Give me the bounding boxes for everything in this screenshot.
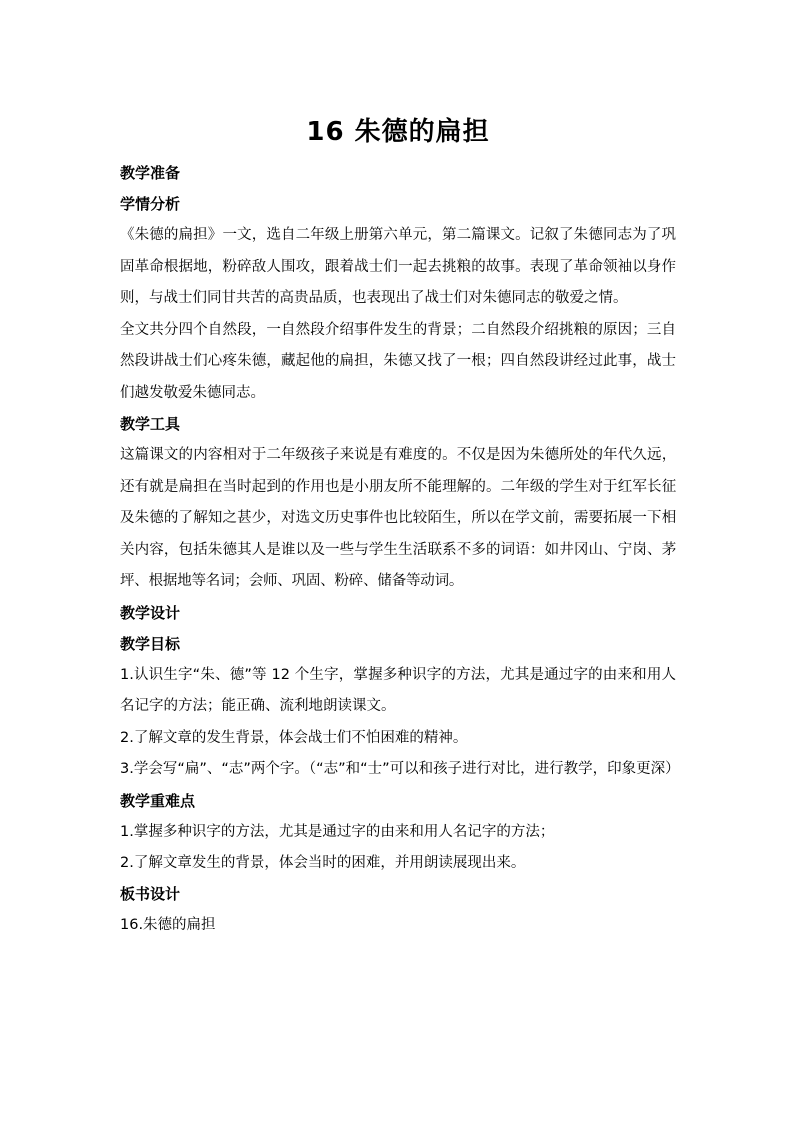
heading-teaching-prep: 教学准备: [120, 164, 181, 182]
key-item-1: 1.掌握多种识字的方法，尤其是通过字的由来和用人名记字的方法；: [120, 823, 555, 840]
goal-item-1: 1.认识生字“朱、德”等 12 个生字，掌握多种识字的方法，尤其是通过字的由来和用人名记字的方法；能正确、流利地朗读课文。: [120, 666, 676, 714]
heading-teaching-design: 教学设计: [120, 603, 181, 622]
heading-key-difficulties: 教学重难点: [120, 791, 196, 810]
page-title: 16 朱德的扁担: [306, 117, 490, 147]
paragraph-analysis-2: 全文共分四个自然段，一自然段介绍事件发生的背景；二自然段介绍挑粮的原因；三自然段讲战士们心疼朱德，藏起他的扁担，朱德又找了一根；四自然段讲经过此事，战士们越发敬爱朱德同志。: [120, 321, 676, 401]
key-item-2: 2.了解文章发生的背景，体会当时的困难，并用朗读展现出来。: [120, 854, 526, 871]
goal-item-2: 2.了解文章的发生背景，体会战士们不怕困难的精神。: [120, 729, 468, 746]
heading-learning-analysis: 学情分析: [120, 195, 181, 213]
paragraph-tools: 这篇课文的内容相对于二年级孩子来说是有难度的。不仅是因为朱德所处的年代久远，还有就是扁担在当时起到的作用也是小朋友所不能理解的。二年级的学生对于红军长征及朱德的了解知之甚少，对选文历史事件也比较陌生，所以在学文前，需要拓展一下相关内容，包括朱德其人是谁以及一些与学生生活联系不多的词语：如井冈山、宁岗、茅坪、根据地等名词；会师、巩固、粉碎、储备等动词。: [120, 447, 676, 589]
heading-teaching-tools: 教学工具: [120, 415, 181, 433]
document-body: [120, 158, 680, 941]
goal-item-3: 3.学会写“扁”、“志”两个字。（“志”和“士”可以和孩子进行对比，进行教学，印象更深）: [120, 761, 680, 777]
heading-teaching-goals: 教学目标: [120, 634, 181, 653]
board-design-line: 16.朱德的扁担: [120, 916, 216, 933]
paragraph-analysis-1: 《朱德的扁担》一文，选自二年级上册第六单元，第二篇课文。记叙了朱德同志为了巩固革命根据地，粉碎敌人围攻，跟着战士们一起去挑粮的故事。表现了革命领袖以身作则，与战士们同甘共苦的高贵品质，也表现出了战士们对朱德同志的敬爱之情。: [120, 227, 676, 306]
heading-board-design: 板书设计: [120, 884, 181, 903]
